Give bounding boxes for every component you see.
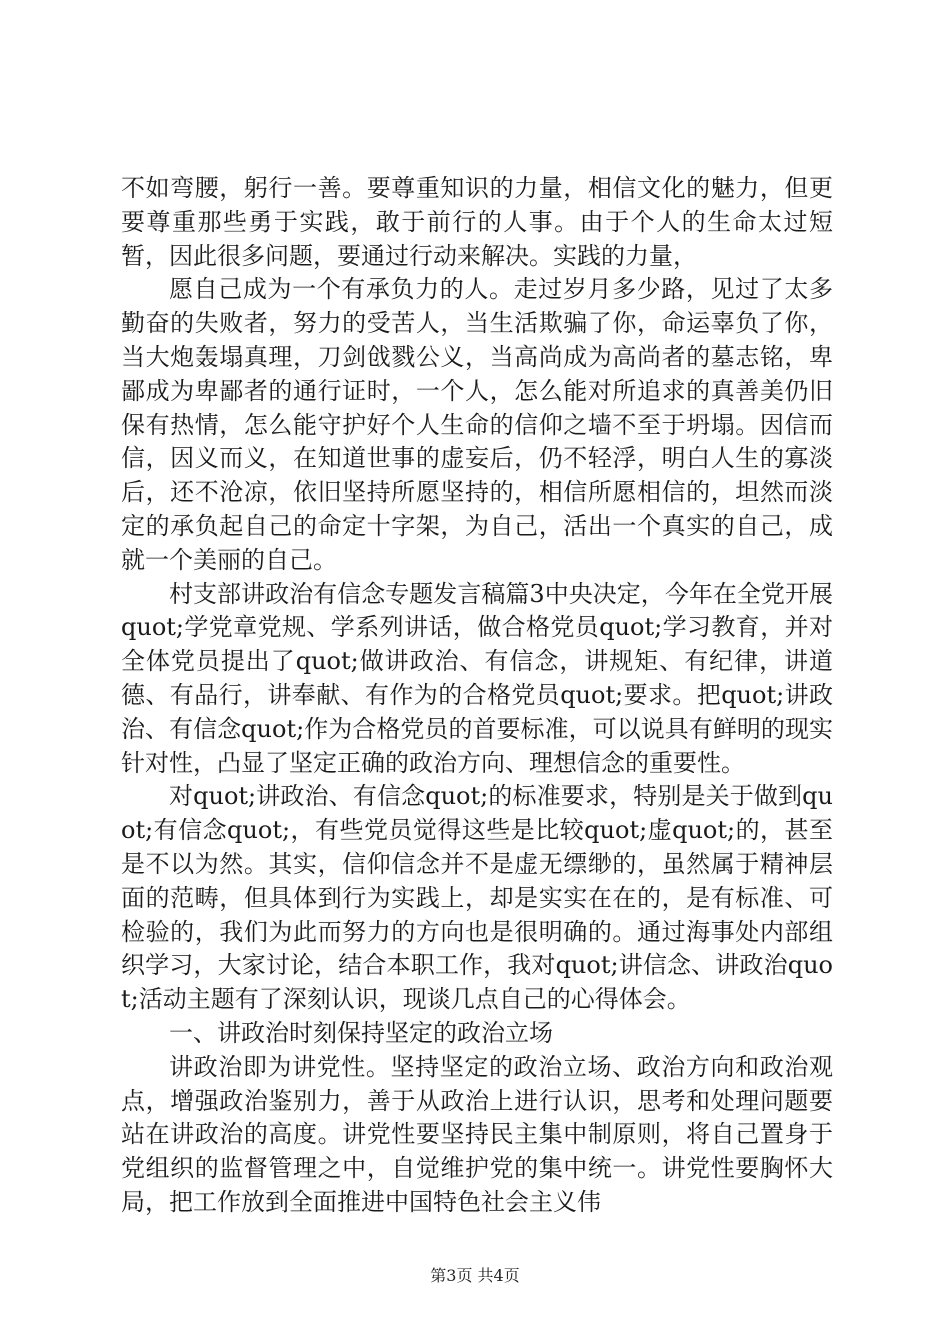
document-body: [121, 172, 833, 1220]
page-footer: 第3页 共4页: [430, 1266, 520, 1285]
paragraph-2: 愿自己成为一个有承负力的人。走过岁月多少路，见过了太多勤奋的失败者，努力的受苦人，当生活欺骗了你，命运辜负了你，当大炮轰塌真理，刀剑戗戮公义，当高尚成为高尚者的墓志铭，卑鄙成为卑鄙者的通行证时，一个人，怎么能对所追求的真善美仍旧保有热情，怎么能守护好个人生命的信仰之墙不至于坍塌。因信而信，因义而义，在知道世事的虚妄后，仍不轻浮，明白人生的寡淡后，还不沧凉，依旧坚持所愿坚持的，相信所愿相信的，坦然而淡定的承负起自己的命定十字架，为自己，活出一个真实的自己，成就一个美丽的自己。: [121, 275, 833, 574]
paragraph-4: 对quot;讲政治、有信念quot;的标准要求，特别是关于做到quot;有信念quot;，有些党员觉得这些是比较quot;虚quot;的，甚至是不以为然。其实，信仰信念并不是虚无缥缈的，虽然属于精神层面的范畴，但具体到行为实践上，却是实实在在的，是有标准、可检验的，我们为此而努力的方向也是很明确的。通过海事处内部组织学习，大家讨论，结合本职工作，我对quot;讲信念、讲政治quot;活动主题有了深刻认识，现谈几点自己的心得体会。: [121, 782, 833, 1014]
paragraph-1: 不如弯腰，躬行一善。要尊重知识的力量，相信文化的魅力，但更要尊重那些勇于实践，敢于前行的人事。由于个人的生命太过短暂，因此很多问题，要通过行动来解决。实践的力量，: [121, 174, 833, 270]
paragraph-3: 村支部讲政治有信念专题发言稿篇3中央决定，今年在全党开展quot;学党章党规、学系列讲话，做合格党员quot;学习教育，并对全体党员提出了quot;做讲政治、有信念，讲规矩、有纪律，讲道德、有品行，讲奉献、有作为的合格党员quot;要求。把quot;讲政治、有信念quot;作为合格党员的首要标准，可以说具有鲜明的现实针对性，凸显了坚定正确的政治方向、理想信念的重要性。: [121, 579, 833, 777]
section-heading-1: 一、讲政治时刻保持坚定的政治立场: [169, 1018, 553, 1047]
paragraph-5: 讲政治即为讲党性。坚持坚定的政治立场、政治方向和政治观点，增强政治鉴别力，善于从政治上进行认识，思考和处理问题要站在讲政治的高度。讲党性要坚持民主集中制原则，将自己置身于党组织的监督管理之中，自觉维护党的集中统一。讲党性要胸怀大局，把工作放到全面推进中国特色社会主义伟: [121, 1052, 833, 1216]
